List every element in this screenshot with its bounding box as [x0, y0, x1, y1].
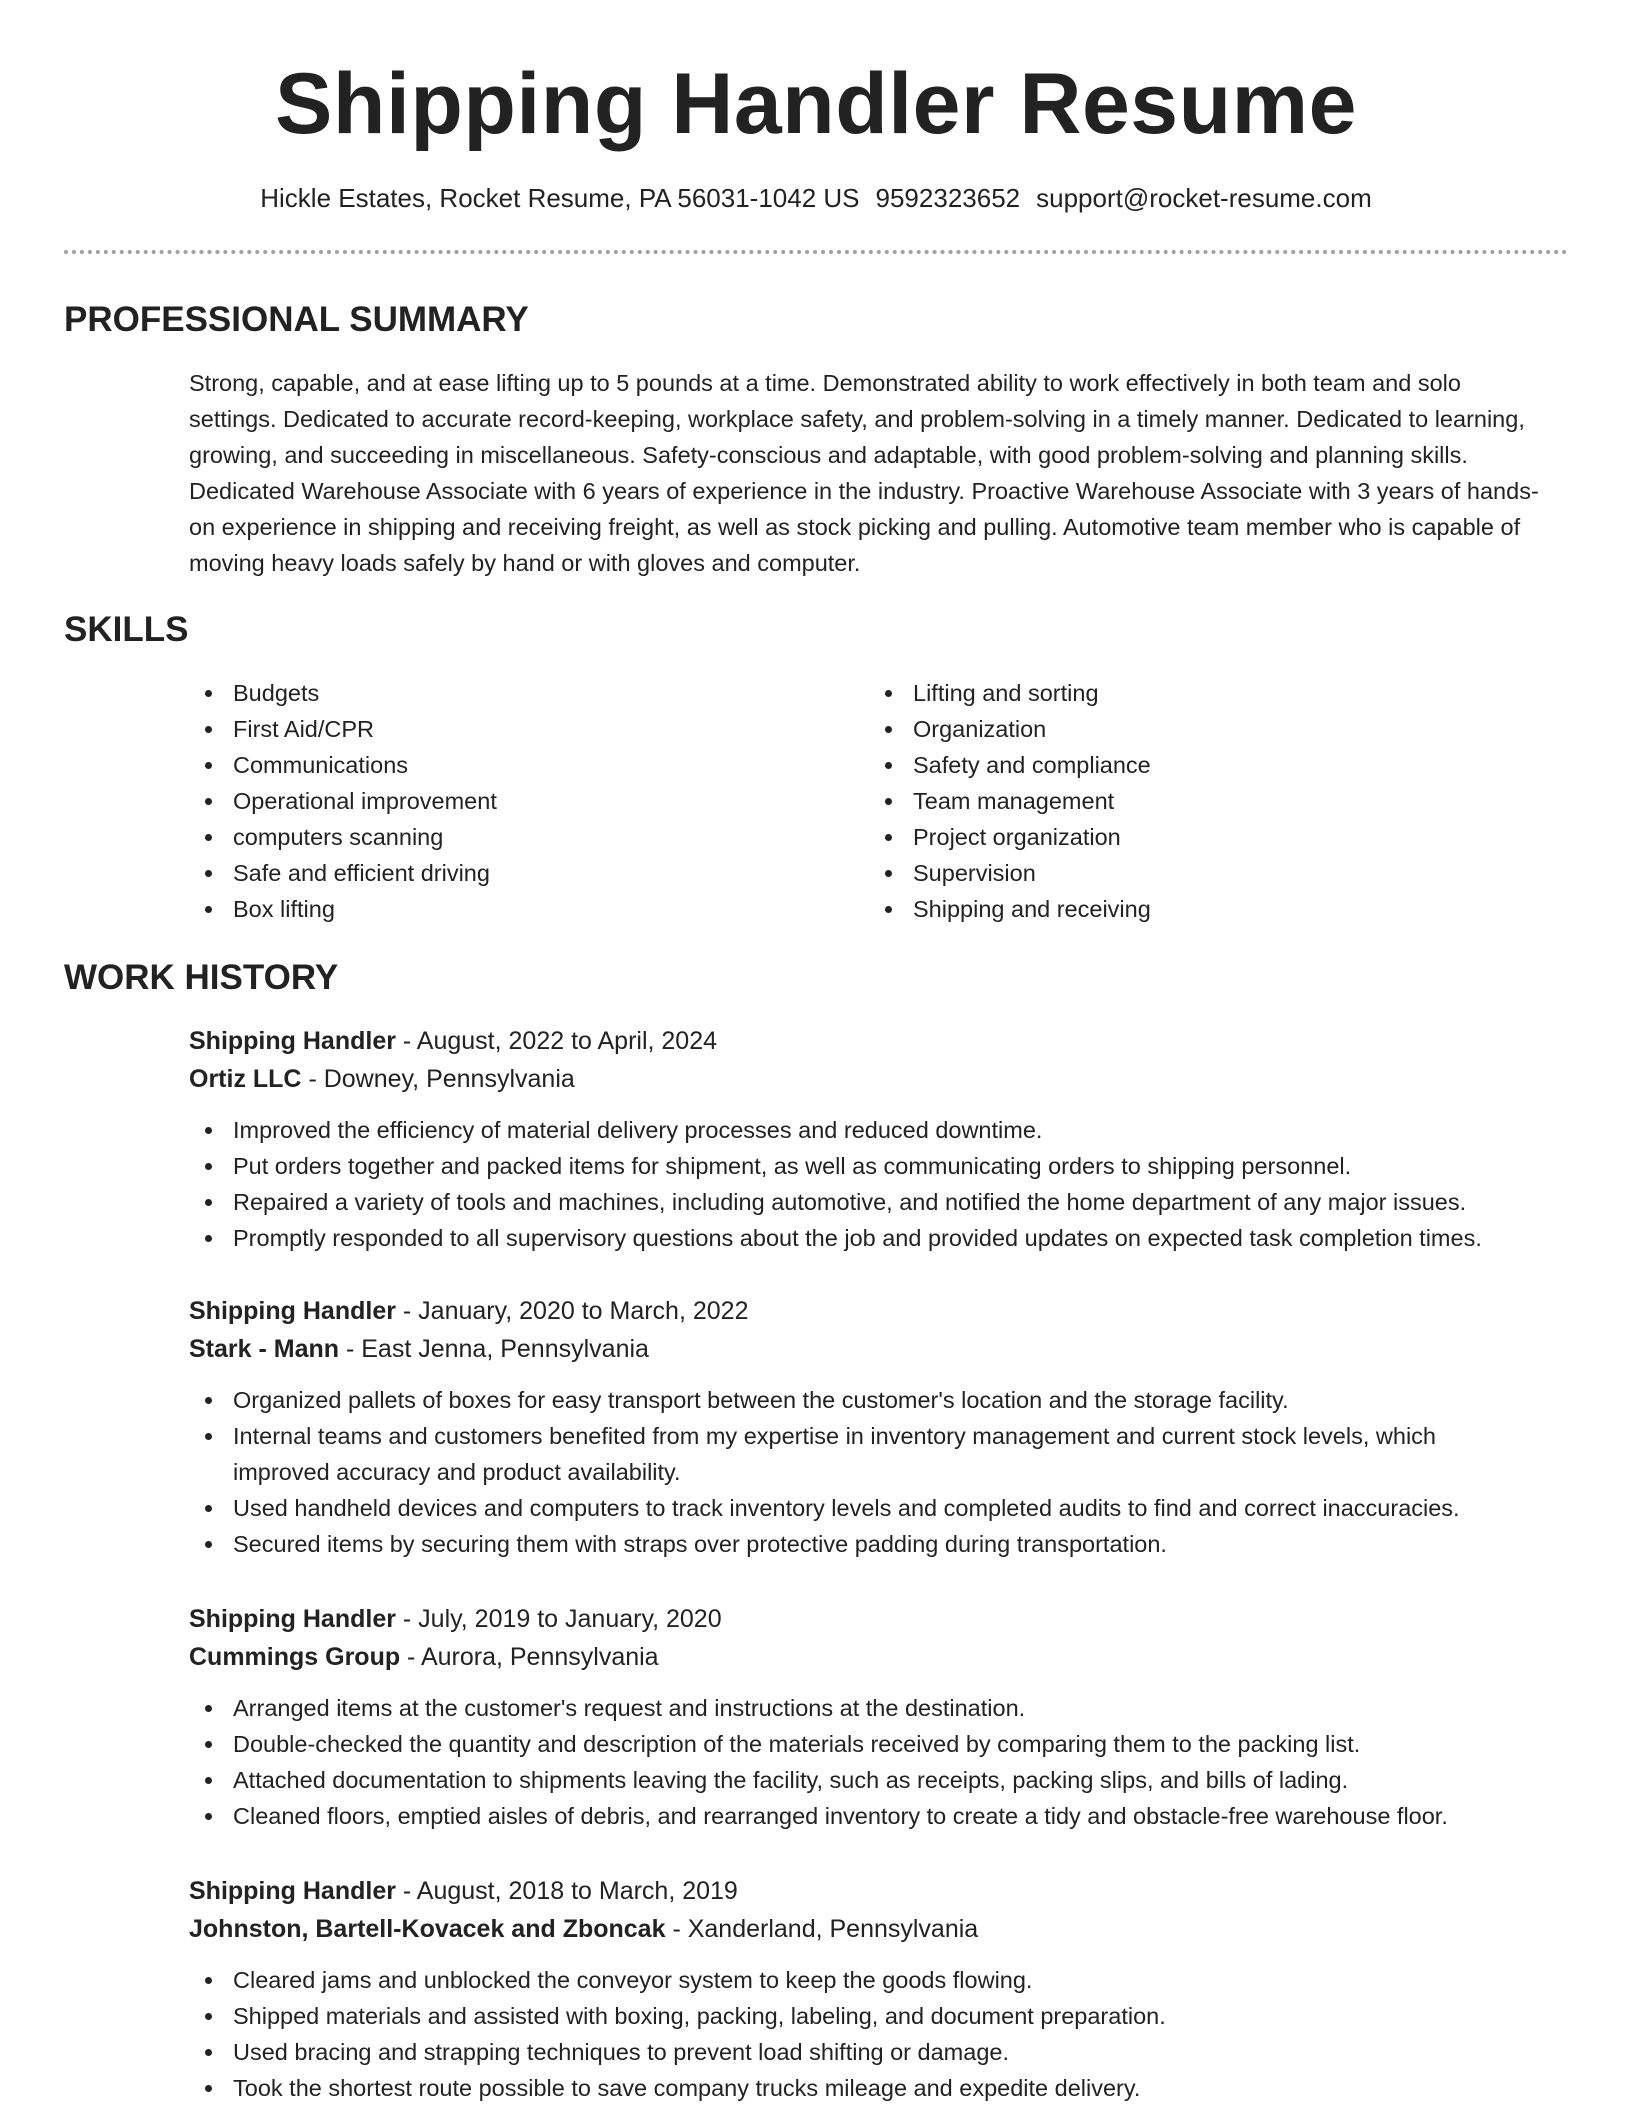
job-duty: Double-checked the quantity and description of the materials received by comparing them to the packing list.: [189, 1726, 1589, 1762]
job-title-line: [189, 1022, 1589, 1060]
job-duty: Used handheld devices and computers to track inventory levels and completed audits to find and correct inaccuracies.: [189, 1490, 1529, 1526]
job-duty: Repaired a variety of tools and machines, including automotive, and notified the home department of any major issues.: [189, 1184, 1589, 1220]
skill-item: Safety and compliance: [869, 747, 1151, 783]
job-duties: [189, 1382, 1529, 1562]
contact-phone: 9592323652: [875, 183, 1021, 213]
job-duty: Promptly responded to all supervisory questions about the job and provided updates on expected task completion times.: [189, 1220, 1589, 1256]
header-divider: [64, 250, 1568, 254]
skill-item: Organization: [869, 711, 1151, 747]
job-location: - Xanderland, Pennsylvania: [665, 1915, 979, 1943]
resume-title: Shipping Handler Resume: [275, 56, 1357, 152]
summary-heading: PROFESSIONAL SUMMARY: [64, 300, 529, 339]
contact-address: Hickle Estates, Rocket Resume, PA 56031-1042 US: [260, 183, 860, 213]
skill-item: Communications: [189, 747, 497, 783]
job-entry: [189, 1022, 1589, 1256]
skill-item: Lifting and sorting: [869, 675, 1151, 711]
job-location: - East Jenna, Pennsylvania: [339, 1335, 649, 1363]
job-location: - Aurora, Pennsylvania: [400, 1643, 659, 1671]
job-title: Shipping Handler: [189, 1027, 396, 1055]
job-title-line: [189, 1872, 1589, 1910]
skills-heading: SKILLS: [64, 610, 189, 649]
job-duty: Cleared jams and unblocked the conveyor system to keep the goods flowing.: [189, 1962, 1589, 1998]
skill-item: Shipping and receiving: [869, 891, 1151, 927]
job-duty: Took the shortest route possible to save company trucks mileage and expedite delivery.: [189, 2070, 1589, 2106]
skill-item: Team management: [869, 783, 1151, 819]
skill-item: Operational improvement: [189, 783, 497, 819]
skill-item: Budgets: [189, 675, 497, 711]
job-duty: Used bracing and strapping techniques to prevent load shifting or damage.: [189, 2034, 1589, 2070]
job-company-line: [189, 1910, 1589, 1948]
job-duties: [189, 1112, 1589, 1256]
job-title: Shipping Handler: [189, 1605, 396, 1633]
job-company: Ortiz LLC: [189, 1065, 302, 1093]
skill-item: Supervision: [869, 855, 1151, 891]
job-duty: Cleaned floors, emptied aisles of debris, and rearranged inventory to create a tidy and obstacle-free warehouse floor.: [189, 1798, 1589, 1834]
job-duty: Put orders together and packed items for shipment, as well as communicating orders to shipping personnel.: [189, 1148, 1589, 1184]
job-duty: Shipped materials and assisted with boxing, packing, labeling, and document preparation.: [189, 1998, 1589, 2034]
skill-item: Box lifting: [189, 891, 497, 927]
job-dates: - July, 2019 to January, 2020: [395, 1605, 722, 1633]
job-location: - Downey, Pennsylvania: [301, 1065, 575, 1093]
job-dates: - January, 2020 to March, 2022: [395, 1297, 749, 1325]
job-entry: [189, 1600, 1589, 1834]
job-company-line: [189, 1330, 1589, 1368]
job-duty: Secured items by securing them with straps over protective padding during transportation.: [189, 1526, 1529, 1562]
job-title-line: [189, 1292, 1589, 1330]
job-company-line: [189, 1060, 1589, 1098]
work-history-heading: WORK HISTORY: [64, 958, 339, 997]
job-entry: [189, 1872, 1589, 2106]
skills-column-right: [869, 675, 1151, 927]
job-duty: Internal teams and customers benefited from my expertise in inventory management and current stock levels, which improved accuracy and product availability.: [189, 1418, 1529, 1490]
job-title: Shipping Handler: [189, 1297, 396, 1325]
job-duty: Improved the efficiency of material delivery processes and reduced downtime.: [189, 1112, 1589, 1148]
job-company: Cummings Group: [189, 1643, 401, 1671]
skill-item: computers scanning: [189, 819, 497, 855]
job-duty: Arranged items at the customer's request and instructions at the destination.: [189, 1690, 1589, 1726]
job-duties: [189, 1962, 1589, 2106]
job-company: Stark - Mann: [189, 1335, 340, 1363]
contact-email: support@rocket-resume.com: [1036, 183, 1372, 213]
job-dates: - August, 2018 to March, 2019: [395, 1877, 738, 1905]
contact-line: [0, 180, 1632, 216]
skill-item: Safe and efficient driving: [189, 855, 497, 891]
skills-column-left: [189, 675, 497, 927]
job-company: Johnston, Bartell-Kovacek and Zboncak: [189, 1915, 666, 1943]
skill-item: Project organization: [869, 819, 1151, 855]
job-dates: - August, 2022 to April, 2024: [395, 1027, 718, 1055]
job-duties: [189, 1690, 1589, 1834]
skill-item: First Aid/CPR: [189, 711, 497, 747]
job-duty: Attached documentation to shipments leaving the facility, such as receipts, packing slips, and bills of lading.: [189, 1762, 1589, 1798]
job-entry: [189, 1292, 1589, 1562]
job-title-line: [189, 1600, 1589, 1638]
job-duty: Organized pallets of boxes for easy transport between the customer's location and the storage facility.: [189, 1382, 1529, 1418]
job-company-line: [189, 1638, 1589, 1676]
job-title: Shipping Handler: [189, 1877, 396, 1905]
summary-text: Strong, capable, and at ease lifting up to 5 pounds at a time. Demonstrated ability to work effectively in both team and solo settings. Dedicated to accurate record-keeping, workplace safety, and problem-solving in a timely manner. Dedicated to learning, growing, and succeeding in miscellaneous. Safety-conscious and adaptable, with good problem-solving and planning skills. Dedicated Warehouse Associate with 6 years of experience in the industry. Proactive Warehouse Associate with 3 years of hands-on experience in shipping and receiving freight, as well as stock picking and pulling. Automotive team member who is capable of moving heavy loads safely by hand or with gloves and computer.: [189, 370, 1539, 576]
